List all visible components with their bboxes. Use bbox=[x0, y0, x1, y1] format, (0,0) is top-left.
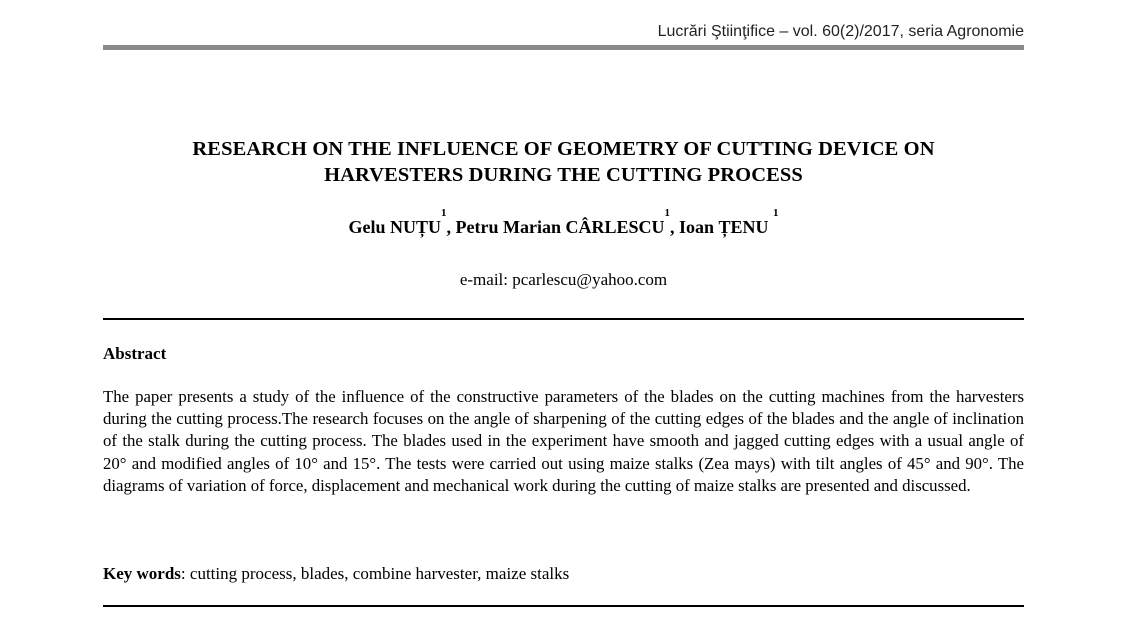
author-separator: , bbox=[669, 217, 679, 237]
author-affiliation: 1 bbox=[773, 207, 779, 219]
journal-header: Lucrări Ştiinţifice – vol. 60(2)/2017, seria Agronomie bbox=[657, 23, 1024, 40]
author-name: Gelu NUȚU bbox=[348, 217, 441, 237]
author-separator: , bbox=[446, 217, 456, 237]
abstract-heading: Abstract bbox=[103, 344, 167, 363]
author-affiliation: 1 bbox=[440, 207, 447, 219]
author-name: Petru Marian CÂRLESCU bbox=[455, 217, 665, 237]
title-line-1: RESEARCH ON THE INFLUENCE OF GEOMETRY OF CUTTING DEVICE ON bbox=[192, 138, 935, 160]
keywords-label: Key words bbox=[103, 564, 181, 583]
author-list bbox=[103, 207, 1024, 239]
header-divider bbox=[103, 45, 1024, 50]
author-affiliation: 1 bbox=[664, 207, 670, 219]
author-name: Ioan ȚENU bbox=[678, 217, 769, 237]
section-divider bbox=[103, 605, 1024, 607]
keywords-text: : cutting process, blades, combine harvester, maize stalks bbox=[180, 564, 570, 583]
abstract-text: The paper presents a study of the influence of the constructive parameters of the blades on the cutting machines from the harvesters during the cutting process.The research focuses on the angle of sharpening of the cutting edges of the blades and the angle of inclination of the stalk during the cutting process. The blades used in the experiment have smooth and jagged cutting edges with a usual angle of 20° and modified angles of 10° and 15°. The tests were carried out using maize stalks (Zea mays) with tilt angles of 45° and 90°. The diagrams of variation of force, displacement and mechanical work during the cutting of maize stalks are presented and discussed. bbox=[103, 387, 1024, 495]
section-divider bbox=[103, 318, 1024, 320]
paper-title bbox=[103, 136, 1024, 188]
keywords bbox=[103, 563, 1024, 585]
contact-email: e-mail: pcarlescu@yahoo.com bbox=[459, 270, 668, 289]
title-line-2: HARVESTERS DURING THE CUTTING PROCESS bbox=[324, 164, 803, 186]
